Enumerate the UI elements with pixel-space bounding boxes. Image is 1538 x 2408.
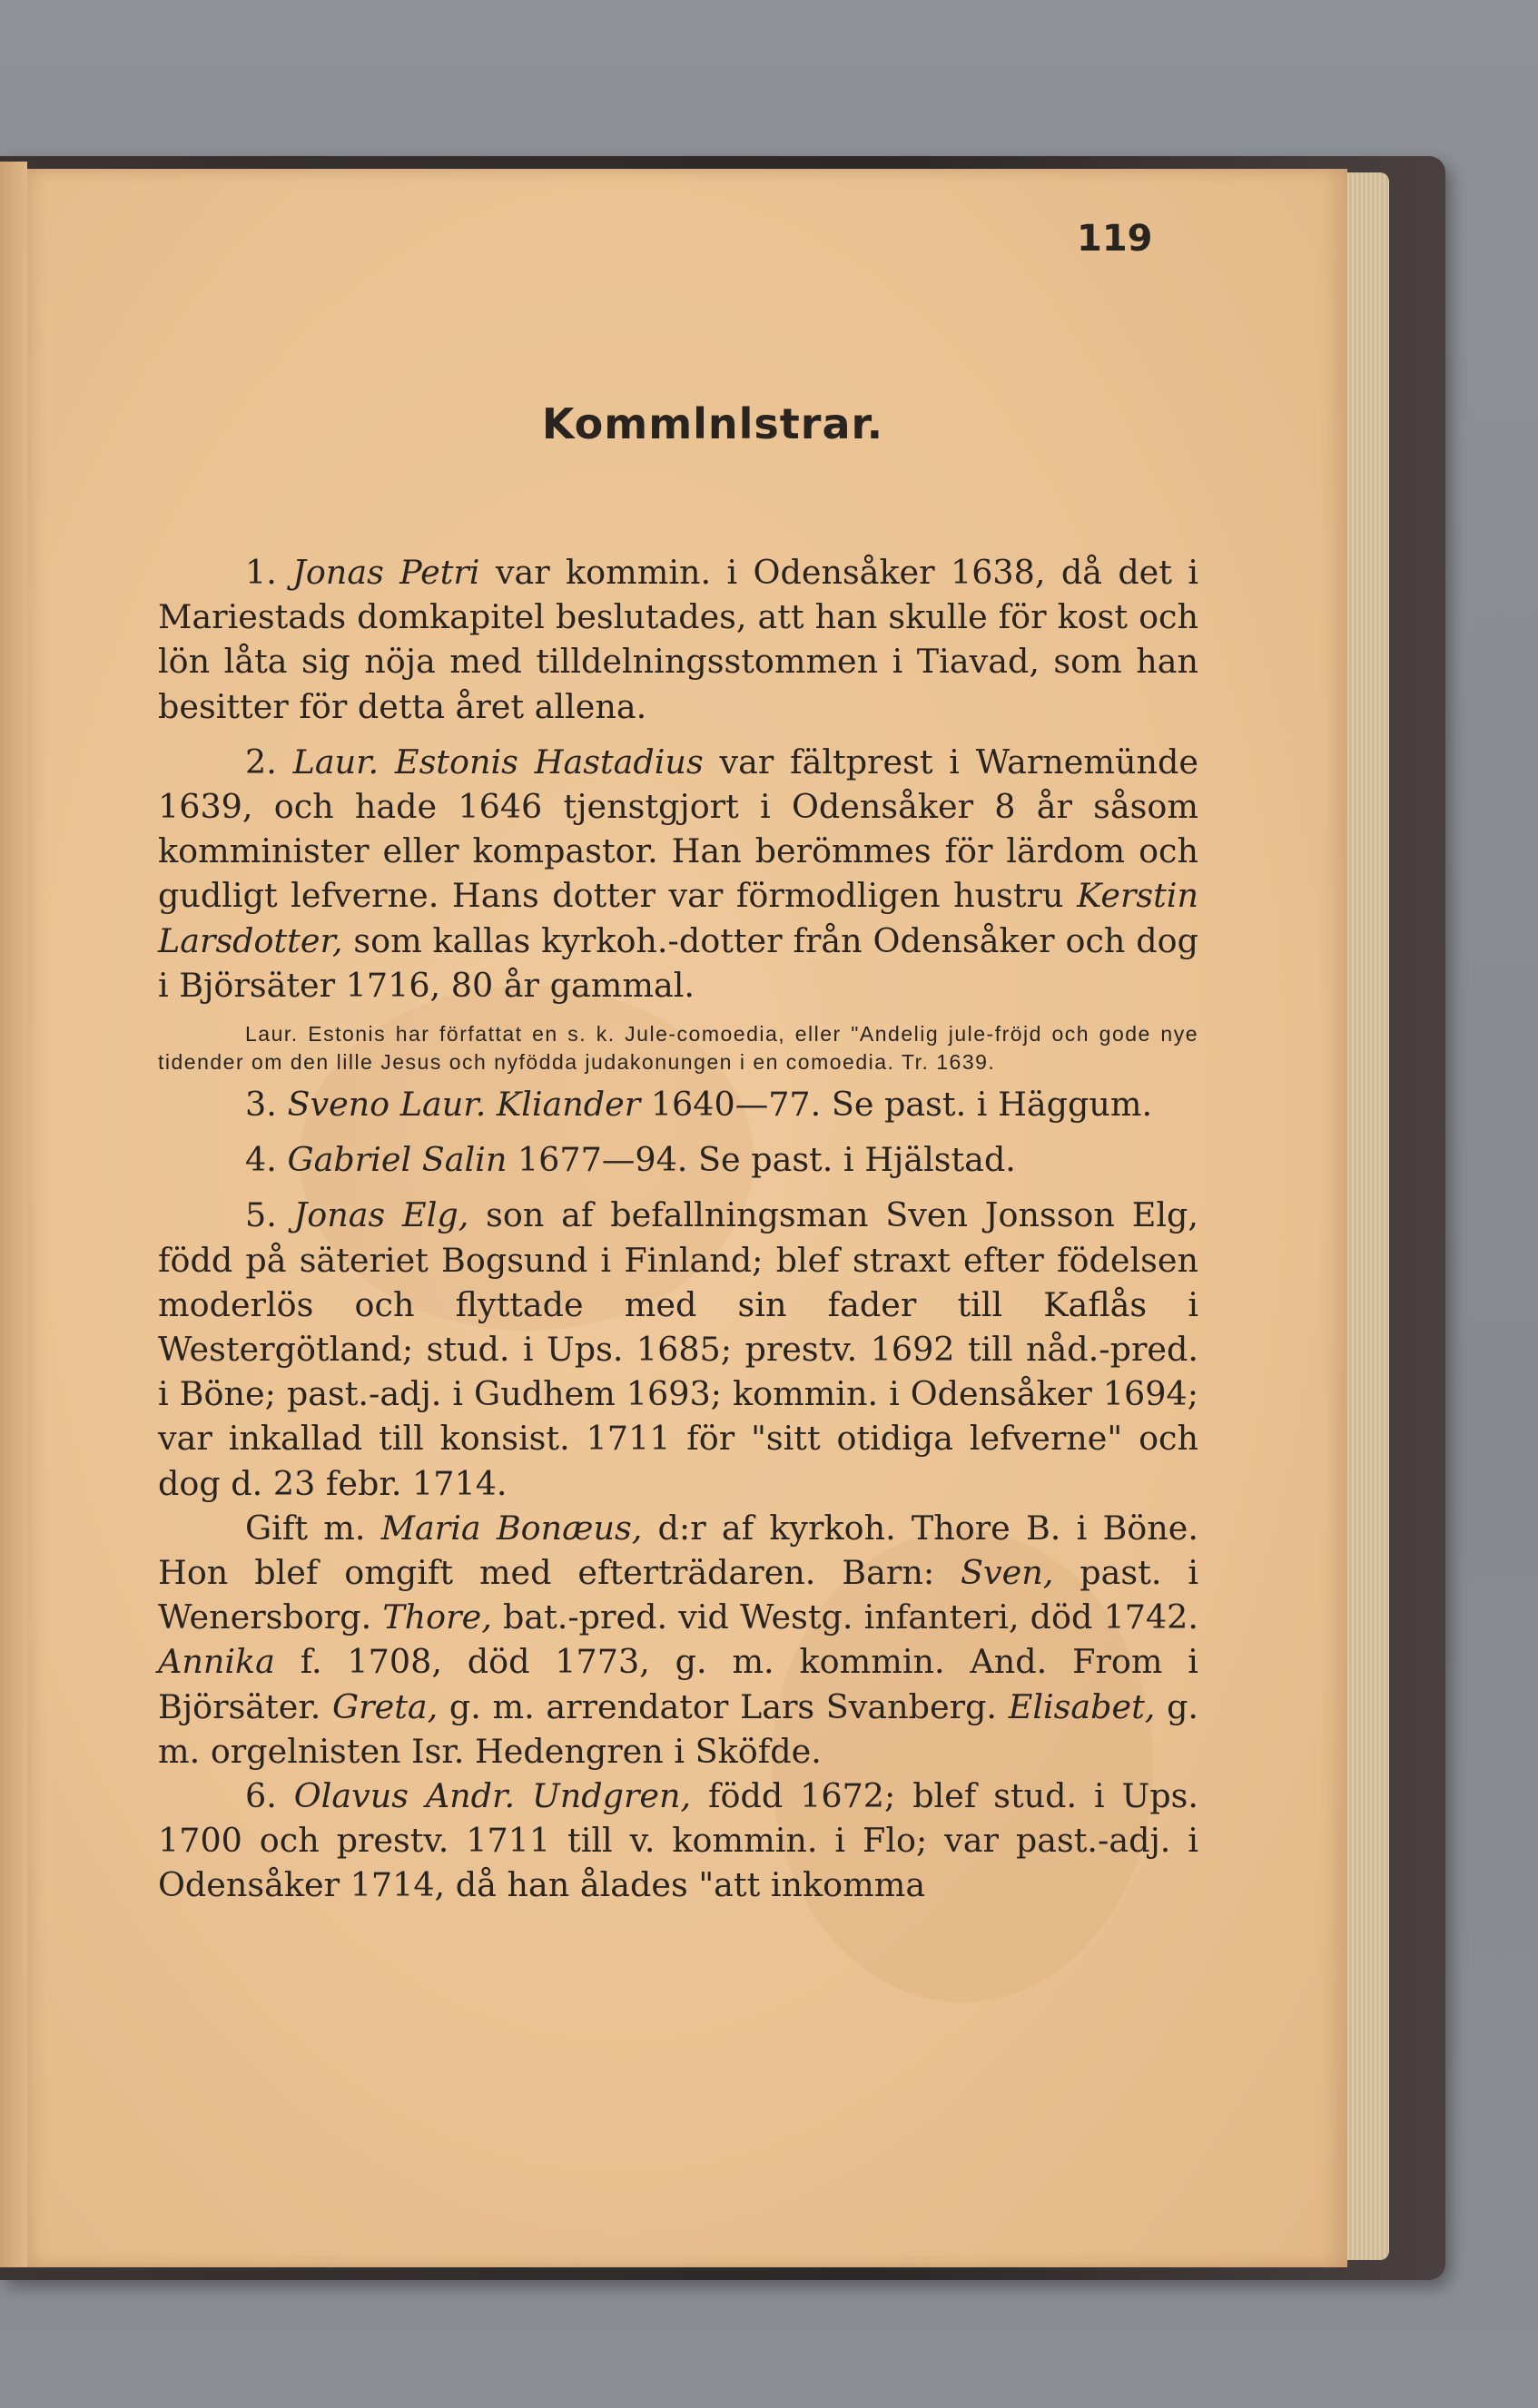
entry-text: var kommin. i Odensåker 1638, då det i Mariestads domkapitel beslutades, att han skulle för kost och lön låta sig nöja med tilldelningsstommen i Tiavad, som han besitter för detta året allena. — [158, 553, 1198, 726]
entry-2 — [158, 740, 1198, 1007]
entry-1 — [158, 550, 1198, 729]
entry-number: 1. — [245, 553, 277, 592]
person-name: Olavus Andr. Undgren, — [293, 1776, 692, 1816]
person-name: Jonas Elg, — [293, 1195, 469, 1235]
entry-3 — [158, 1082, 1198, 1126]
person-name: Laur. Estonis Hastadius — [292, 742, 704, 781]
chapter-title: Kommlnlstrar. — [541, 399, 884, 448]
entry-number: 5. — [245, 1195, 277, 1235]
entry-text: var fältprest i Warnemünde 1639, och hade 1646 tjenstgjort i Odensåker 8 år såsom komminister eller kompastor. Han berömmes för lärdom och gudligt lefverne. Hans dotter var förmodligen hustru — [158, 742, 1198, 916]
body-text — [158, 550, 1198, 1908]
entry-text: bat.-pred. vid Westg. infanteri, död 1742. — [502, 1597, 1199, 1637]
entry-text: g. m. orgelnisten Isr. Hedengren i Sköfde. — [158, 1686, 1199, 1771]
entry-5 — [158, 1193, 1198, 1505]
page-number: 119 — [1077, 218, 1153, 260]
entry-number: 4. — [245, 1140, 277, 1180]
entry-text: d:r af kyrkoh. Thore B. i Böne. Hon blef omgift med efterträdaren. Barn: — [158, 1508, 1198, 1593]
entry-5-family — [158, 1506, 1198, 1774]
entry-text: past. i Wenersborg. — [158, 1553, 1198, 1637]
person-name: Gabriel Salin — [287, 1140, 508, 1180]
entry-4 — [158, 1137, 1198, 1182]
person-name: Thore, — [382, 1597, 492, 1637]
entry-6 — [158, 1774, 1198, 1908]
entry-number: 2. — [245, 742, 277, 781]
entry-number: 3. — [245, 1085, 277, 1125]
entry-text: Gift m. — [245, 1508, 366, 1548]
entry-text: 1677—94. Se past. i Hjälstad. — [517, 1140, 1016, 1180]
entry-text: son af befallningsman Sven Jonsson Elg, född på säteriet Bogsund i Finland; blef straxt efter födelsen moderlös och flyttade med sin fader till Kaflås i Westergötland; stud. i Ups. 1685; prestv. 1692 till nåd.-pred. i Böne; past.-adj. i Gudhem 1693; kommin. i Odensåker 1694; var inkallad till konsist. 1711 för "sitt otidiga lefverne" och dog d. 23 febr. 1714. — [158, 1195, 1198, 1503]
person-name: Kerstin Larsdotter, — [158, 876, 1198, 960]
entry-text: som kallas kyrkoh.-dotter från Odensåker och dog i Björsäter 1716, 80 år gammal. — [158, 920, 1198, 1005]
entry-text: g. m. arrendator Lars Svanberg. — [449, 1686, 998, 1726]
person-name: Jonas Petri — [292, 553, 480, 592]
entry-text: född 1672; blef stud. i Ups. 1700 och prestv. 1711 till v. kommin. i Flo; var past.-adj. i Odensåker 1714, då han ålades "att inkomma — [158, 1776, 1198, 1905]
person-name: Sveno Laur. Kliander — [287, 1085, 641, 1125]
person-name: Elisabet, — [1008, 1686, 1156, 1726]
entry-text: f. 1708, död 1773, g. m. kommin. And. From i Björsäter. — [158, 1642, 1198, 1726]
person-name: Sven, — [961, 1553, 1054, 1593]
previous-page-edge — [0, 162, 27, 2267]
footnote: Laur. Estonis har författat en s. k. Jule-comoedia, eller "Andelig jule-fröjd och gode nye tidender om den lille Jesus och nyfödda judakonungen i en comoedia. Tr. 1639. — [158, 1022, 1198, 1075]
entry-number: 6. — [245, 1776, 277, 1816]
person-name: Greta, — [332, 1686, 439, 1726]
entry-text: 1640—77. Se past. i Häggum. — [650, 1085, 1153, 1125]
person-name: Annika — [158, 1642, 275, 1682]
person-name: Maria Bonæus, — [380, 1508, 643, 1548]
